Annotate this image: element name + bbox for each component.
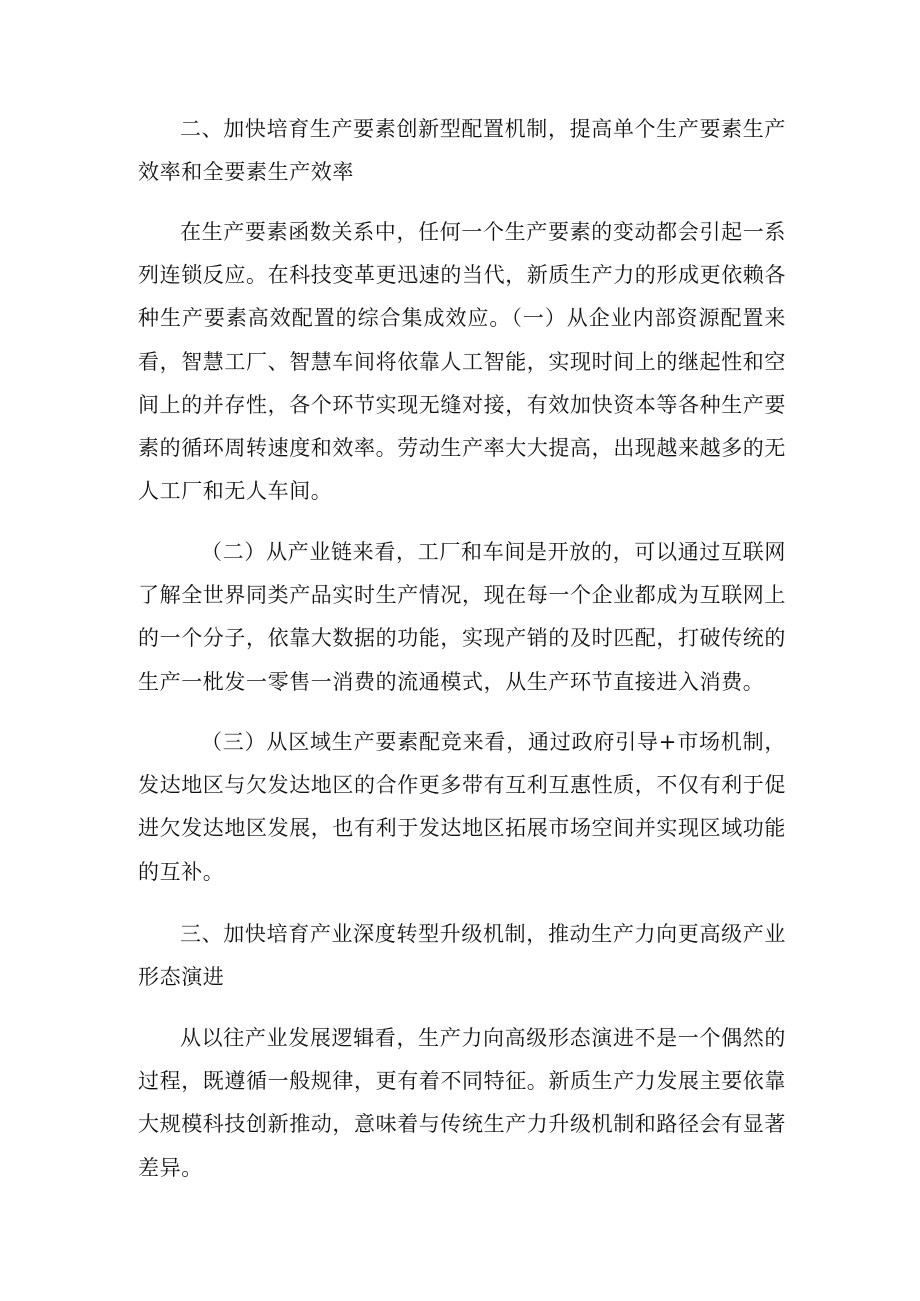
body-paragraph: （二）从产业链来看，工厂和车间是开放的，可以通过互联网了解全世界同类产品实时生产情况，现在每一个企业都成为互联网上的一个分子，依靠大数据的功能，实现产销的及时匹配，打破传统的生产一枇发一零售一消费的流通模式，从生产环节直接进入消费。	[138, 540, 786, 694]
body-paragraph: 在生产要素函数关系中，任何一个生产要素的变动都会引起一系列连锁反应。在科技变革更迅速的当代，新质生产力的形成更依赖各种生产要素高效配置的综合集成效应。（一）从企业内部资源配置来看，智慧工厂、智慧车间将依靠人工智能，实现时间上的继起性和空间上的并存性，各个环节实现无缝对接，有效加快资本等各种生产要素的循环周转速度和效率。劳动生产率大大提高，出现越来越多的无人工厂和无人车间。	[138, 220, 786, 504]
body-paragraph: （三）从区域生产要素配竞来看，通过政府引导+市场机制，发达地区与欠发达地区的合作更多带有互利互惠性质，不仅有利于促进欠发达地区发展，也有利于发达地区拓展市场空间并实现区域功能的互补。	[138, 730, 786, 884]
body-paragraph: 从以往产业发展逻辑看，生产力向高级形态演进不是一个偶然的过程，既遵循一般规律，更有着不同特征。新质生产力发展主要依靠大规模科技创新推动，意味着与传统生产力升级机制和路径会有显著差异。	[138, 1026, 786, 1180]
section-heading-3: 三、加快培育产业深度转型升级机制，推动生产力向更高级产业形态演进	[138, 922, 786, 990]
section-heading-2: 二、加快培育生产要素创新型配置机制，提高单个生产要素生产效率和全要素生产效率	[138, 117, 786, 185]
